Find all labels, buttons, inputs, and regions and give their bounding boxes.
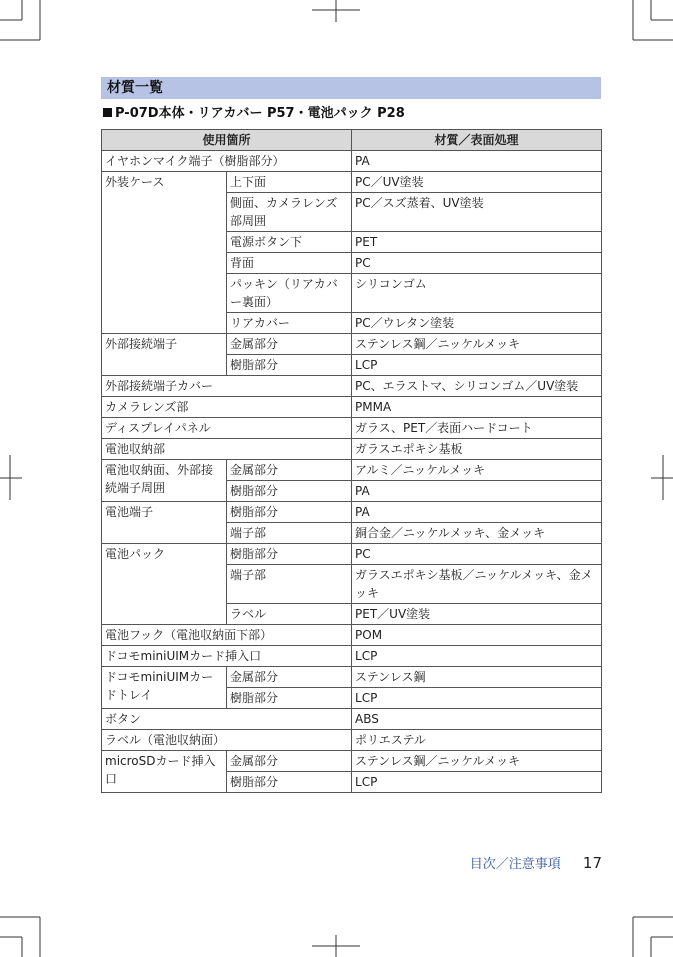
table-row bbox=[102, 151, 602, 172]
part-cell: リアカバー bbox=[227, 313, 352, 334]
page-footer bbox=[470, 853, 602, 872]
material-cell: ABS bbox=[352, 709, 602, 730]
material-cell: PMMA bbox=[352, 397, 602, 418]
location-cell: 外装ケース bbox=[102, 172, 227, 334]
part-cell: 背面 bbox=[227, 253, 352, 274]
table-row bbox=[102, 376, 602, 397]
material-cell: PA bbox=[352, 481, 602, 502]
part-cell: パッキン（リアカバー裏面） bbox=[227, 274, 352, 313]
material-cell: 銅合金／ニッケルメッキ、金メッキ bbox=[352, 523, 602, 544]
part-cell: 金属部分 bbox=[227, 460, 352, 481]
part-cell: 金属部分 bbox=[227, 334, 352, 355]
location-cell: 外部接続端子 bbox=[102, 334, 227, 376]
material-cell: PC／UV塗装 bbox=[352, 172, 602, 193]
location-cell: ラベル（電池収納面） bbox=[102, 730, 352, 751]
table-row bbox=[102, 439, 602, 460]
table-row bbox=[102, 667, 602, 688]
part-cell: 樹脂部分 bbox=[227, 502, 352, 523]
table-row bbox=[102, 751, 602, 772]
part-cell: 端子部 bbox=[227, 565, 352, 604]
location-cell: ドコモminiUIMカード挿入口 bbox=[102, 646, 352, 667]
part-cell: 樹脂部分 bbox=[227, 481, 352, 502]
material-cell: PC bbox=[352, 544, 602, 565]
table-row bbox=[102, 502, 602, 523]
table-row bbox=[102, 646, 602, 667]
material-cell: PC、エラストマ、シリコンゴム／UV塗装 bbox=[352, 376, 602, 397]
table-row bbox=[102, 418, 602, 439]
material-cell: ガラスエポキシ基板／ニッケルメッキ、金メッキ bbox=[352, 565, 602, 604]
part-cell: 端子部 bbox=[227, 523, 352, 544]
material-cell: シリコンゴム bbox=[352, 274, 602, 313]
material-cell: LCP bbox=[352, 646, 602, 667]
location-cell: 電池端子 bbox=[102, 502, 227, 544]
page-number: 17 bbox=[582, 854, 602, 872]
location-cell: ボタン bbox=[102, 709, 352, 730]
subtitle-text: P-07D本体・リアカバー P57・電池パック P28 bbox=[115, 106, 405, 121]
part-cell: 樹脂部分 bbox=[227, 544, 352, 565]
part-cell: 樹脂部分 bbox=[227, 772, 352, 793]
material-cell: POM bbox=[352, 625, 602, 646]
material-cell: PA bbox=[352, 502, 602, 523]
material-cell: LCP bbox=[352, 688, 602, 709]
materials-table bbox=[101, 129, 602, 793]
part-cell: 樹脂部分 bbox=[227, 355, 352, 376]
subtitle bbox=[103, 106, 405, 122]
material-cell: PC／ウレタン塗装 bbox=[352, 313, 602, 334]
table-row bbox=[102, 625, 602, 646]
toc-link[interactable]: 目次／注意事項 bbox=[469, 857, 561, 872]
location-cell: ドコモminiUIMカードトレイ bbox=[102, 667, 227, 709]
part-cell: 金属部分 bbox=[227, 751, 352, 772]
table-row bbox=[102, 460, 602, 481]
material-cell: LCP bbox=[352, 355, 602, 376]
material-cell: ステンレス鋼／ニッケルメッキ bbox=[352, 751, 602, 772]
part-cell: 金属部分 bbox=[227, 667, 352, 688]
material-cell: ステンレス鋼／ニッケルメッキ bbox=[352, 334, 602, 355]
part-cell: 電源ボタン下 bbox=[227, 232, 352, 253]
material-cell: LCP bbox=[352, 772, 602, 793]
material-cell: PET bbox=[352, 232, 602, 253]
table-row bbox=[102, 172, 602, 193]
table-header-row bbox=[102, 130, 602, 151]
table-row bbox=[102, 709, 602, 730]
material-cell: PC bbox=[352, 253, 602, 274]
location-cell: イヤホンマイク端子（樹脂部分） bbox=[102, 151, 352, 172]
material-cell: PC／スズ蒸着、UV塗装 bbox=[352, 193, 602, 232]
material-cell: ガラスエポキシ基板 bbox=[352, 439, 602, 460]
part-cell: ラベル bbox=[227, 604, 352, 625]
part-cell: 側面、カメラレンズ部周囲 bbox=[227, 193, 352, 232]
material-cell: ポリエステル bbox=[352, 730, 602, 751]
material-cell: PA bbox=[352, 151, 602, 172]
header-location: 使用箇所 bbox=[102, 130, 352, 151]
material-cell: PET／UV塗装 bbox=[352, 604, 602, 625]
table-row bbox=[102, 544, 602, 565]
section-title: 材質一覧 bbox=[101, 77, 601, 99]
location-cell: カメラレンズ部 bbox=[102, 397, 352, 418]
part-cell: 樹脂部分 bbox=[227, 688, 352, 709]
table-row bbox=[102, 334, 602, 355]
location-cell: 電池収納部 bbox=[102, 439, 352, 460]
location-cell: 外部接続端子カバー bbox=[102, 376, 352, 397]
location-cell: 電池パック bbox=[102, 544, 227, 625]
location-cell: 電池フック（電池収納面下部） bbox=[102, 625, 352, 646]
material-cell: ステンレス鋼 bbox=[352, 667, 602, 688]
table-row bbox=[102, 397, 602, 418]
location-cell: ディスプレイパネル bbox=[102, 418, 352, 439]
table-row bbox=[102, 730, 602, 751]
location-cell: microSDカード挿入口 bbox=[102, 751, 227, 793]
location-cell: 電池収納面、外部接続端子周囲 bbox=[102, 460, 227, 502]
part-cell: 上下面 bbox=[227, 172, 352, 193]
material-cell: アルミ／ニッケルメッキ bbox=[352, 460, 602, 481]
material-cell: ガラス、PET／表面ハードコート bbox=[352, 418, 602, 439]
header-material: 材質／表面処理 bbox=[352, 130, 602, 151]
bullet-square-icon bbox=[103, 108, 112, 117]
